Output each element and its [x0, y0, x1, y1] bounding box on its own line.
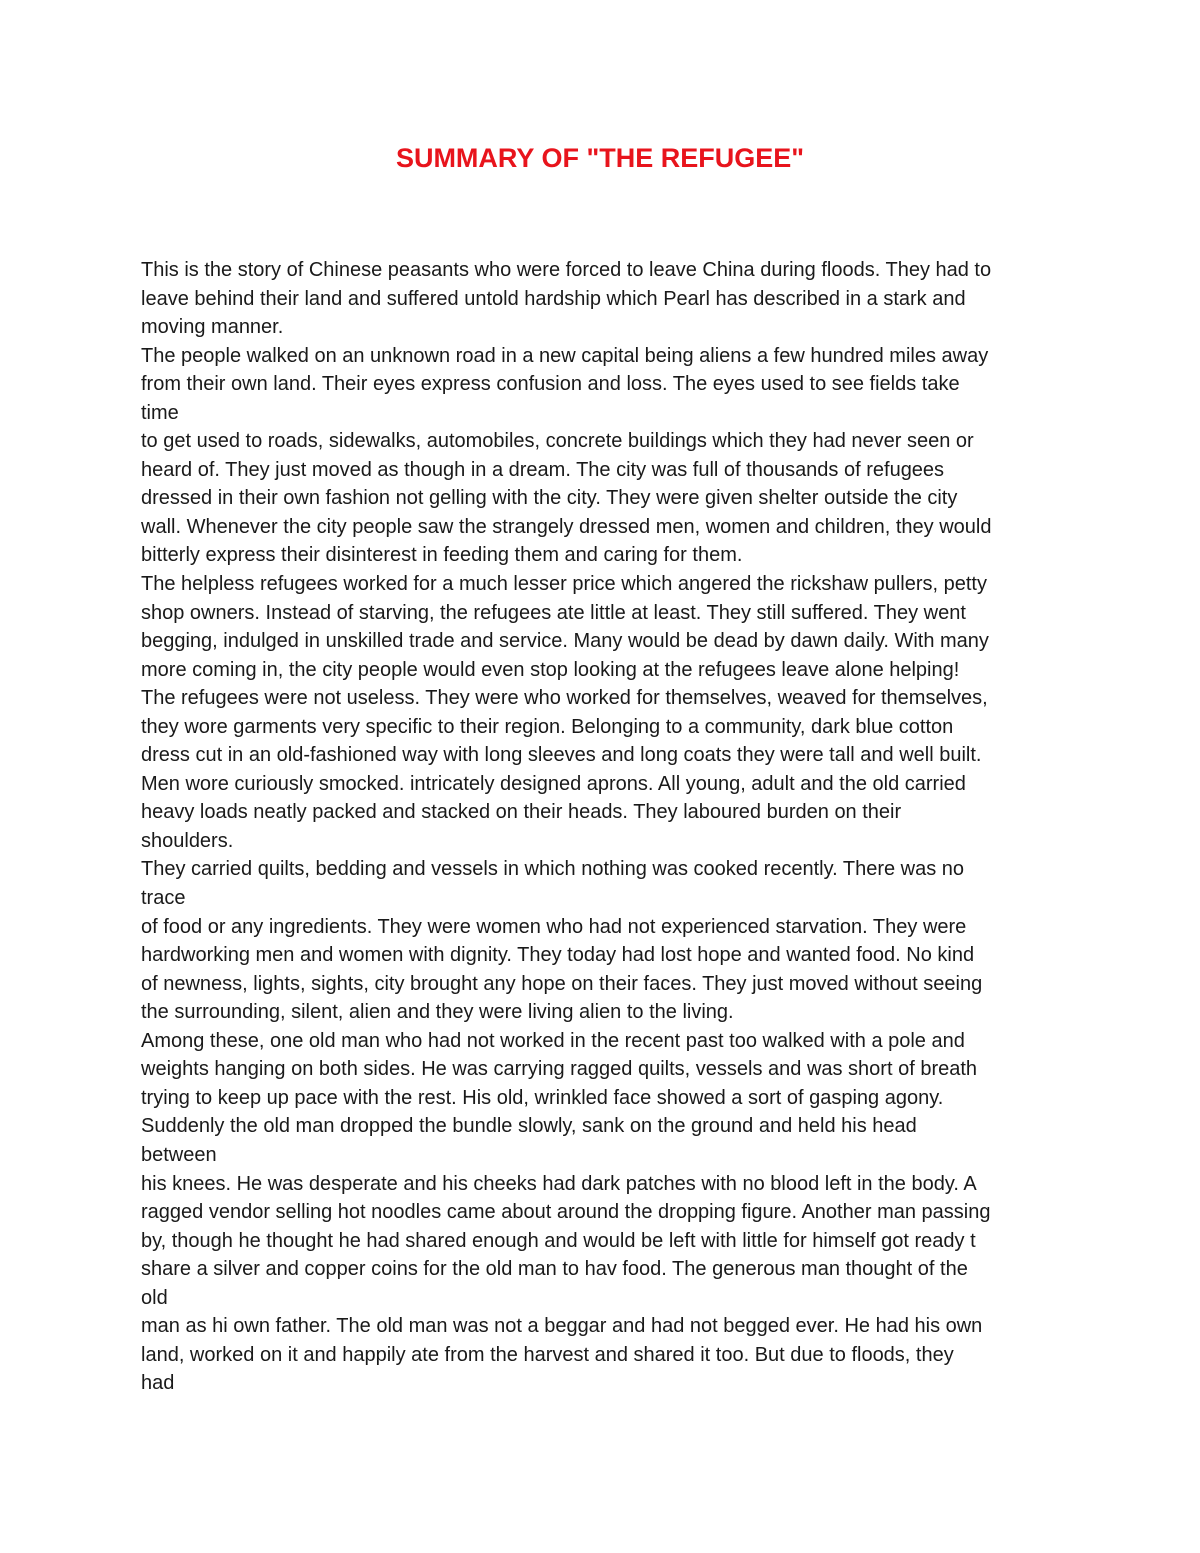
text-line: Men wore curiously smocked. intricately designed aprons. All young, adult and the old carried: [141, 772, 966, 795]
text-line: dressed in their own fashion not gelling with the city. They were given shelter outside the city: [141, 487, 958, 510]
text-line: old: [141, 1286, 168, 1309]
text-line: had: [141, 1372, 175, 1395]
text-line: time: [141, 401, 179, 424]
text-line: share a silver and copper coins for the old man to hav food. The generous man thought of the: [141, 1258, 968, 1281]
text-line: trace: [141, 887, 186, 910]
text-line: trying to keep up pace with the rest. His old, wrinkled face showed a sort of gasping agony.: [141, 1086, 944, 1109]
text-line: more coming in, the city people would even stop looking at the refugees leave alone helping!: [141, 658, 960, 681]
text-line: The people walked on an unknown road in a new capital being aliens a few hundred miles away: [141, 344, 989, 367]
text-line: hardworking men and women with dignity. They today had lost hope and wanted food. No kind: [141, 944, 975, 967]
text-line: moving manner.: [141, 316, 284, 339]
summary-body: [141, 256, 1081, 1398]
text-line: They carried quilts, bedding and vessels in which nothing was cooked recently. There was no: [141, 858, 965, 881]
text-line: to get used to roads, sidewalks, automobiles, concrete buildings which they had never seen or: [141, 430, 974, 453]
text-line: they wore garments very specific to their region. Belonging to a community, dark blue cotton: [141, 715, 954, 738]
text-line: shop owners. Instead of starving, the refugees ate little at least. They still suffered. They went: [141, 601, 966, 624]
text-line: by, though he thought he had shared enough and would be left with little for himself got ready t: [141, 1229, 976, 1252]
text-line: wall. Whenever the city people saw the strangely dressed men, women and children, they would: [141, 515, 992, 538]
text-line: land, worked on it and happily ate from the harvest and shared it too. But due to floods, they: [141, 1343, 954, 1366]
text-line: shoulders.: [141, 829, 234, 852]
text-line: This is the story of Chinese peasants who were forced to leave China during floods. They had to: [141, 259, 992, 281]
page-title: SUMMARY OF "THE REFUGEE": [395, 143, 805, 173]
text-line: dress cut in an old-fashioned way with long sleeves and long coats they were tall and well built.: [141, 744, 982, 767]
text-line: leave behind their land and suffered untold hardship which Pearl has described in a stark and: [141, 287, 966, 310]
text-line: bitterly express their disinterest in feeding them and caring for them.: [141, 544, 743, 567]
text-line: of newness, lights, sights, city brought any hope on their faces. They just moved without seeing: [141, 972, 983, 995]
text-line: between: [141, 1143, 217, 1166]
text-line: from their own land. Their eyes express confusion and loss. The eyes used to see fields take: [141, 373, 960, 396]
text-line: his knees. He was desperate and his cheeks had dark patches with no blood left in the body. A: [141, 1172, 977, 1195]
text-line: ragged vendor selling hot noodles came about around the dropping figure. Another man passing: [141, 1201, 991, 1224]
text-line: weights hanging on both sides. He was carrying ragged quilts, vessels and was short of breath: [141, 1058, 978, 1081]
text-line: The refugees were not useless. They were who worked for themselves, weaved for themselves,: [141, 687, 988, 710]
text-line: heard of. They just moved as though in a dream. The city was full of thousands of refugees: [141, 458, 945, 481]
text-line: of food or any ingredients. They were women who had not experienced starvation. They were: [141, 915, 967, 938]
text-line: man as hi own father. The old man was not a beggar and had not begged ever. He had his own: [141, 1315, 983, 1338]
text-line: begging, indulged in unskilled trade and service. Many would be dead by dawn daily. With many: [141, 630, 989, 653]
text-line: heavy loads neatly packed and stacked on their heads. They laboured burden on their: [141, 801, 902, 824]
text-line: the surrounding, silent, alien and they were living alien to the living.: [141, 1001, 734, 1024]
text-line: The helpless refugees worked for a much lesser price which angered the rickshaw pullers, petty: [141, 573, 987, 596]
text-line: Among these, one old man who had not worked in the recent past too walked with a pole and: [141, 1029, 965, 1052]
text-line: Suddenly the old man dropped the bundle slowly, sank on the ground and held his head: [141, 1115, 917, 1138]
